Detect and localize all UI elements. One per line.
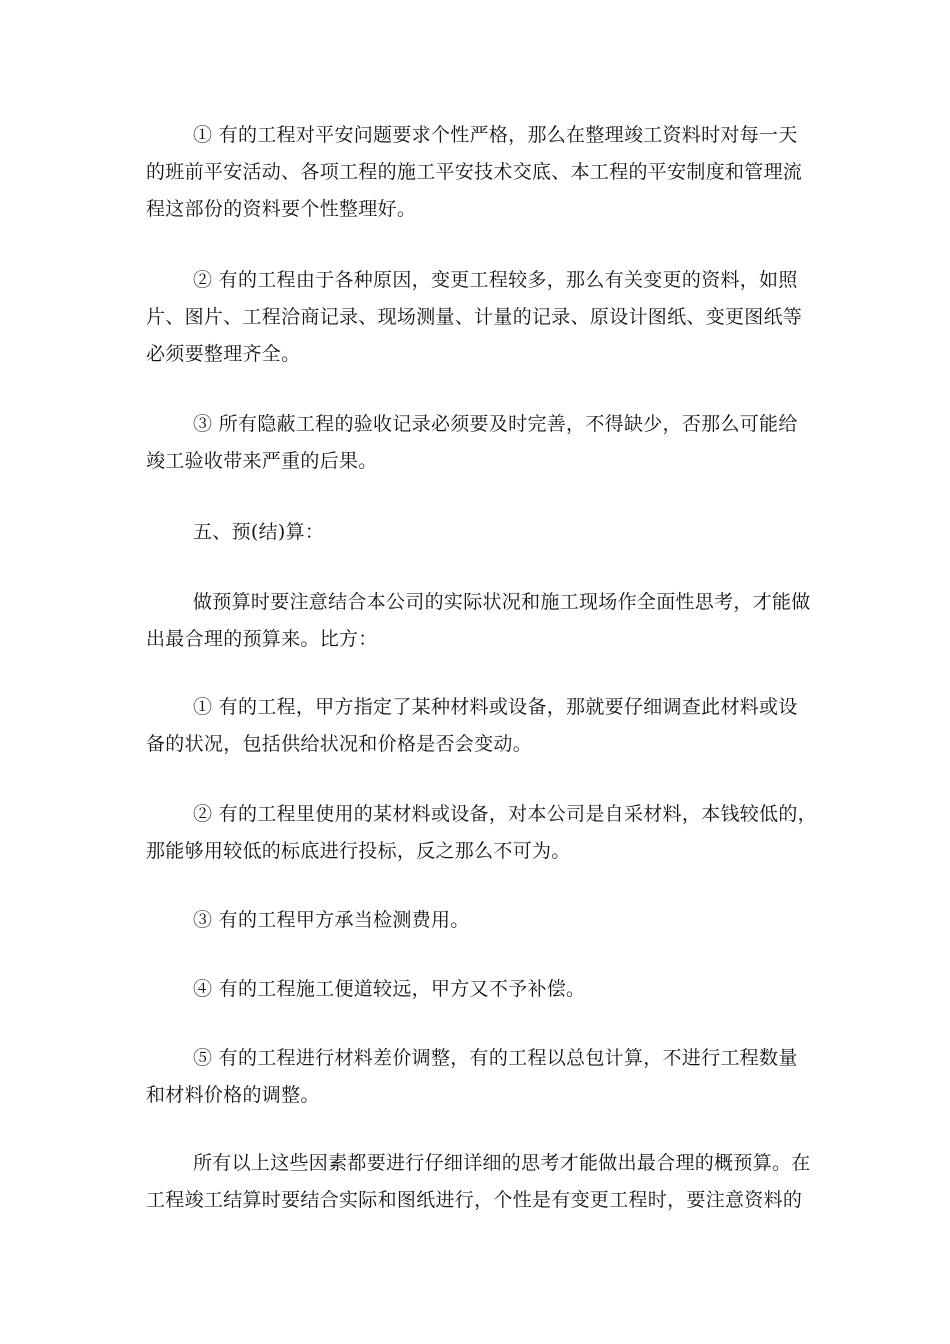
- paragraph-line: 和材料价格的调整。: [146, 1084, 320, 1106]
- paragraph-line: 竣工验收带来严重的后果。: [146, 450, 378, 472]
- paragraph-line: 那能够用较低的标底进行投标，反之那么不可为。: [146, 840, 571, 862]
- section-heading: 五、预(结)算：: [193, 521, 325, 543]
- paragraph-line: ④ 有的工程施工便道较远，甲方又不予补偿。: [193, 978, 586, 1000]
- paragraph-line: ① 有的工程，甲方指定了某种材料或设备，那就要仔细调查此材料或设: [193, 696, 798, 718]
- paragraph-line: ② 有的工程由于各种原因，变更工程较多，那么有关变更的资料，如照: [193, 269, 798, 291]
- paragraph-line: 备的状况，包括供给状况和价格是否会变动。: [146, 733, 533, 755]
- paragraph-line: 的班前平安活动、各项工程的施工平安技术交底、本工程的平安制度和管理流: [146, 161, 803, 183]
- paragraph-line: 必须要整理齐全。: [146, 343, 301, 365]
- paragraph-line: ① 有的工程对平安问题要求个性严格，那么在整理竣工资料时对每一天: [193, 124, 798, 146]
- paragraph-line: ⑤ 有的工程进行材料差价调整，有的工程以总包计算，不进行工程数量: [193, 1047, 798, 1069]
- paragraph-line: ② 有的工程里使用的某材料或设备，对本公司是自采材料，本钱较低的，: [193, 803, 817, 825]
- paragraph-line: 所有以上这些因素都要进行仔细详细的思考才能做出最合理的概预算。在: [193, 1152, 811, 1174]
- paragraph-line: 做预算时要注意结合本公司的实际状况和施工现场作全面性思考，才能做: [193, 591, 811, 613]
- paragraph-line: 工程竣工结算时要结合实际和图纸进行，个性是有变更工程时，要注意资料的: [146, 1189, 803, 1211]
- paragraph-line: 出最合理的预算来。比方：: [146, 628, 378, 650]
- paragraph-line: 片、图片、工程洽商记录、现场测量、计量的记录、原设计图纸、变更图纸等: [146, 306, 803, 328]
- paragraph-line: ③ 所有隐蔽工程的验收记录必须要及时完善，不得缺少，否那么可能给: [193, 413, 798, 435]
- paragraph-line: 程这部份的资料要个性整理好。: [146, 198, 417, 220]
- paragraph-line: ③ 有的工程甲方承当检测费用。: [193, 909, 470, 931]
